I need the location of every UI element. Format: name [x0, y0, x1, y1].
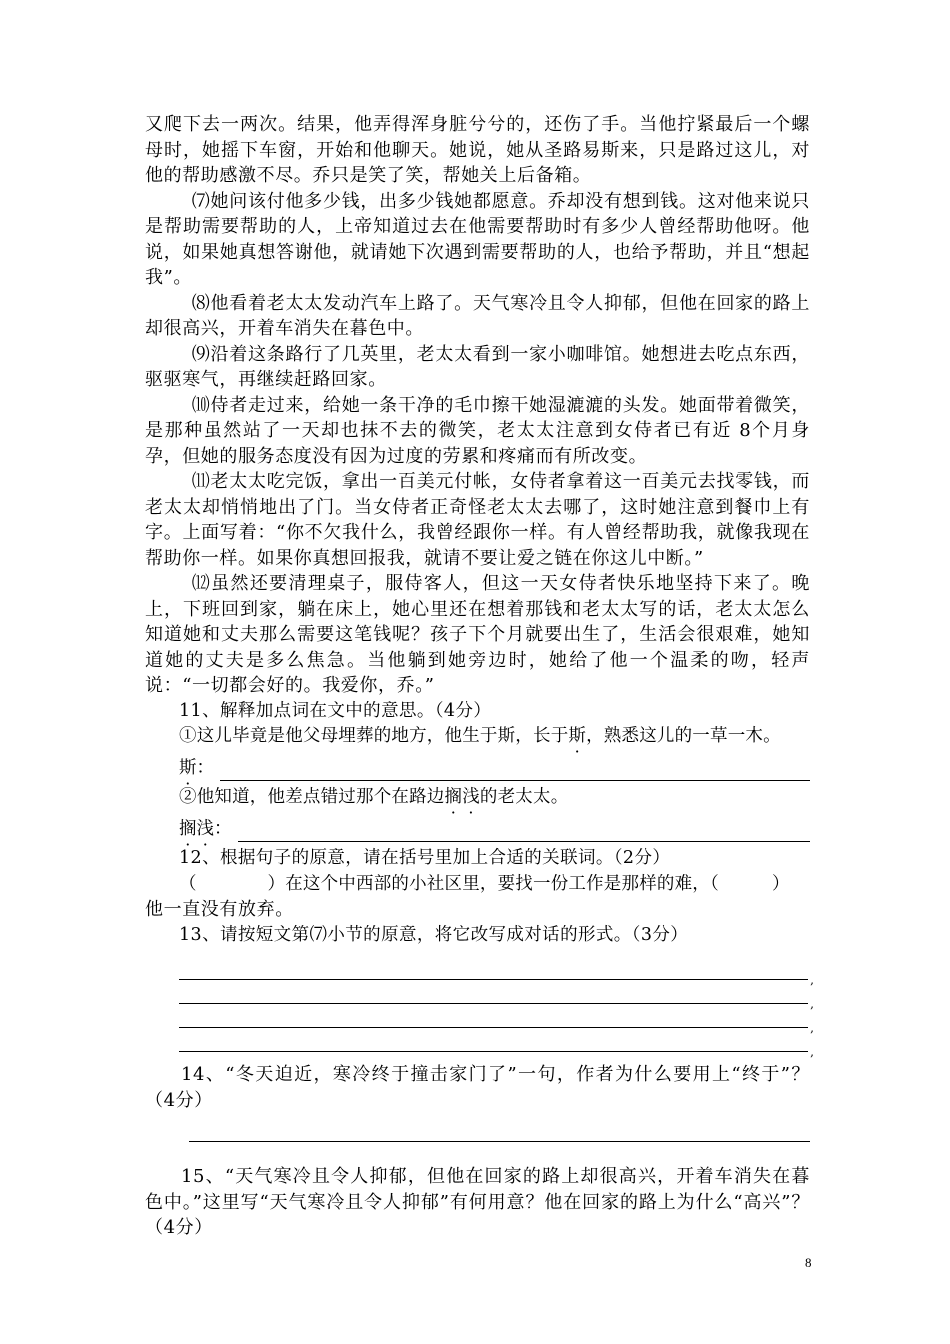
paragraph-8: ⑻他看着老太太发动汽车上路了。天气寒冷且令人抑郁，但他在回家的路上却很高兴，开着车消失在暮色中。 [145, 292, 810, 339]
answer-line[interactable] [179, 1028, 808, 1052]
page-number: 8 [805, 1255, 812, 1270]
question-12-title: 12、根据句子的原意，请在括号里加上合适的关联词。（2分） [179, 848, 671, 868]
dotted-word: 斯 [568, 726, 587, 746]
paragraph-7: ⑺她问该付他多少钱，出多少钱她都愿意。乔却没有想到钱。这对他来说只是帮助需要帮助的人，上帝知道过去在他需要帮助时有多少人曾经帮助他呀。他说，如果她真想答谢他，就请她下次遇到需要帮助的人，也给予帮助，并且“想起我”。 [145, 190, 810, 288]
paragraph-11: ⑾老太太吃完饭，拿出一百美元付帐，女侍者拿着这一百美元去找零钱，而老太太却悄悄地出了门。当女侍者正奇怪老太太去哪了，这时她注意到餐巾上有字。上面写着：“你不欠我什么，我曾经跟你一样。有人曾经帮助我，就像我现在帮助你一样。如果你真想回报我，就请不要让爱之链在你这儿中断。” [145, 471, 810, 569]
paragraph-9: ⑼沿着这条路行了几英里，老太太看到一家小咖啡馆。她想进去吃点东西，驱驱寒气，再继续赶路回家。 [145, 343, 810, 390]
paragraph-6: 又爬下去一两次。结果，他弄得浑身脏兮兮的，还伤了手。当他拧紧最后一个螺母时，她摇下车窗，开始和他聊天。她说，她从圣路易斯来，只是路过这儿，对他的帮助感激不尽。乔只是笑了笑，帮她关上后备箱。 [145, 114, 810, 186]
question-14-title: 14、“冬天迫近，寒冷终于撞击家门了”一句，作者为什么要用上“终于”？（4分） [145, 1064, 810, 1111]
answer-blank[interactable] [220, 762, 810, 781]
paragraph-12: ⑿虽然还要清理桌子，服侍客人，但这一天女侍者快乐地坚持下来了。晚上，下班回到家，躺在床上，她心里还在想着那钱和老太太写的话，老太太怎么知道她和丈夫那么需要这笔钱呢？孩子下个月就要出生了，生活会很艰难，她知道她的丈夫是多么焦急。当他躺到她旁边时，她给了他一个温柔的吻，轻声说：“一切都会好的。我爱你，乔。” [145, 573, 810, 696]
answer-line[interactable] [189, 1113, 810, 1142]
question-15-title: 15、“天气寒冷且令人抑郁，但他在回家的路上却很高兴，开着车消失在暮色中。”这里写“天气寒冷且令人抑郁”有何用意？他在回家的路上为什么“高兴”？（4分） [145, 1166, 810, 1238]
question-11-title: 11、解释加点词在文中的意思。（4分） [179, 700, 492, 721]
answer-line-si: 斯： [179, 756, 810, 782]
question-13-title: 13、请按短文第⑺小节的原意，将它改写成对话的形式。（3分） [179, 924, 689, 945]
paragraph-10: ⑽侍者走过来，给她一条干净的毛巾擦干她湿漉漉的头发。她面带着微笑，是那种虽然站了一天却也抹不去的微笑，老太太注意到女侍者已有近 8个月身孕，但她的服务态度没有因为过度的劳累和疼痛而有所改变。 [145, 394, 810, 467]
answer-line-geqian: 搁浅： [179, 817, 810, 843]
answer-line[interactable] [179, 1004, 808, 1028]
document-page [145, 112, 810, 1241]
question-11-item-1: ①这儿毕竟是他父母埋葬的地方，他生于斯，长于斯，熟悉这儿的一草一木。 [179, 726, 781, 746]
answer-line[interactable] [179, 956, 808, 980]
answer-blank[interactable] [238, 823, 811, 842]
question-12-sentence: （ ）在这个中西部的小社区里，要找一份工作是那样的难，（ ） [179, 873, 790, 894]
question-12-sentence-cont: 他一直没有放弃。 [145, 899, 294, 920]
answer-line[interactable] [179, 980, 808, 1004]
question-11-item-2: ②他知道，他差点错过那个在路边搁浅的老太太。 [179, 787, 569, 807]
